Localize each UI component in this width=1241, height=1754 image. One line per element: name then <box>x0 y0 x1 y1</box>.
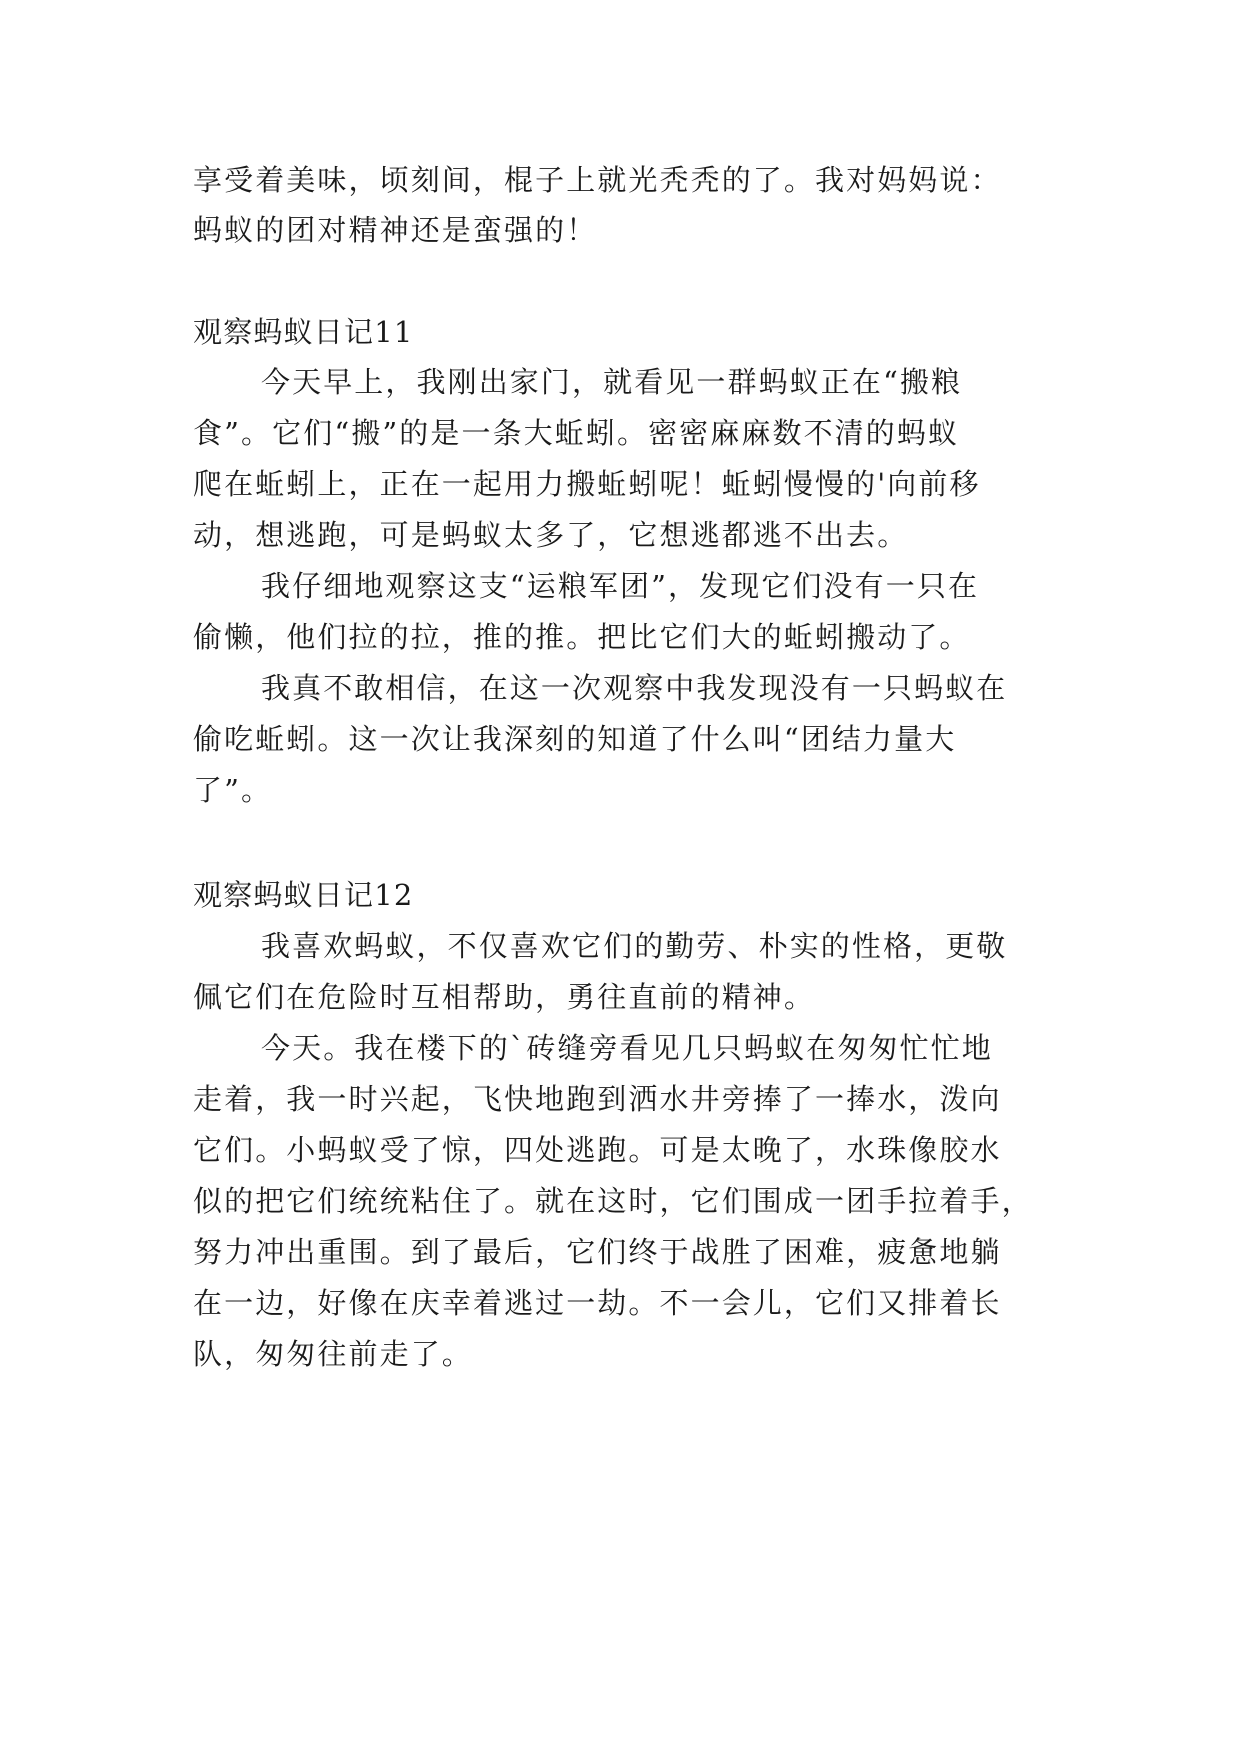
intro-line: 享受着美味，顷刻间，棍子上就光秃秃的了。我对妈妈说： <box>193 163 1002 197</box>
diary-11-paragraph-1-line: 食”。它们“搬”的是一条大蚯蚓。密密麻麻数不清的蚂蚁 <box>193 416 960 450</box>
diary-12-paragraph-2-line: 今天。我在楼下的`砖缝旁看见几只蚂蚁在匆匆忙忙地 <box>261 1031 993 1065</box>
intro-line: 蚂蚁的团对精神还是蛮强的！ <box>193 213 598 247</box>
diary-12-paragraph-2-line: 努力冲出重围。到了最后，它们终于战胜了困难，疲惫地躺 <box>193 1235 1002 1269</box>
diary-11-title: 观察蚂蚁日记11 <box>193 315 414 349</box>
diary-11-paragraph-2-line: 我仔细地观察这支“运粮军团”，发现它们没有一只在 <box>261 569 980 603</box>
diary-12-paragraph-2-line: 队，匆匆往前走了。 <box>193 1337 473 1371</box>
diary-11-paragraph-2-line: 偷懒，他们拉的拉，推的推。把比它们大的蚯蚓搬动了。 <box>193 620 971 654</box>
diary-11-paragraph-3-line: 了”。 <box>193 773 273 807</box>
diary-12-paragraph-1-line: 我喜欢蚂蚁，不仅喜欢它们的勤劳、朴实的性格，更敬 <box>261 929 1008 963</box>
diary-12-paragraph-2-line: 在一边，好像在庆幸着逃过一劫。不一会儿，它们又排着长 <box>193 1286 1002 1320</box>
diary-12-title: 观察蚂蚁日记12 <box>193 878 414 912</box>
diary-12-paragraph-1-line: 佩它们在危险时互相帮助，勇往直前的精神。 <box>193 980 816 1014</box>
diary-11-paragraph-3-line: 偷吃蚯蚓。这一次让我深刻的知道了什么叫“团结力量大 <box>193 722 957 756</box>
diary-12-paragraph-2-line: 似的把它们统统粘住了。就在这时，它们围成一团手拉着手， <box>193 1184 1033 1218</box>
diary-11-paragraph-1-line: 动，想逃跑，可是蚂蚁太多了，它想逃都逃不出去。 <box>193 518 909 552</box>
diary-11-paragraph-1-line: 今天早上，我刚出家门，就看见一群蚂蚁正在“搬粮 <box>261 365 963 399</box>
diary-12-paragraph-2-line: 它们。小蚂蚁受了惊，四处逃跑。可是太晚了，水珠像胶水 <box>193 1133 1002 1167</box>
diary-12-paragraph-2-line: 走着，我一时兴起，飞快地跑到洒水井旁捧了一捧水，泼向 <box>193 1082 1002 1116</box>
diary-11-paragraph-1-line: 爬在蚯蚓上，正在一起用力搬蚯蚓呢！蚯蚓慢慢的'向前移 <box>193 467 981 501</box>
diary-11-paragraph-3-line: 我真不敢相信，在这一次观察中我发现没有一只蚂蚁在 <box>261 671 1008 705</box>
